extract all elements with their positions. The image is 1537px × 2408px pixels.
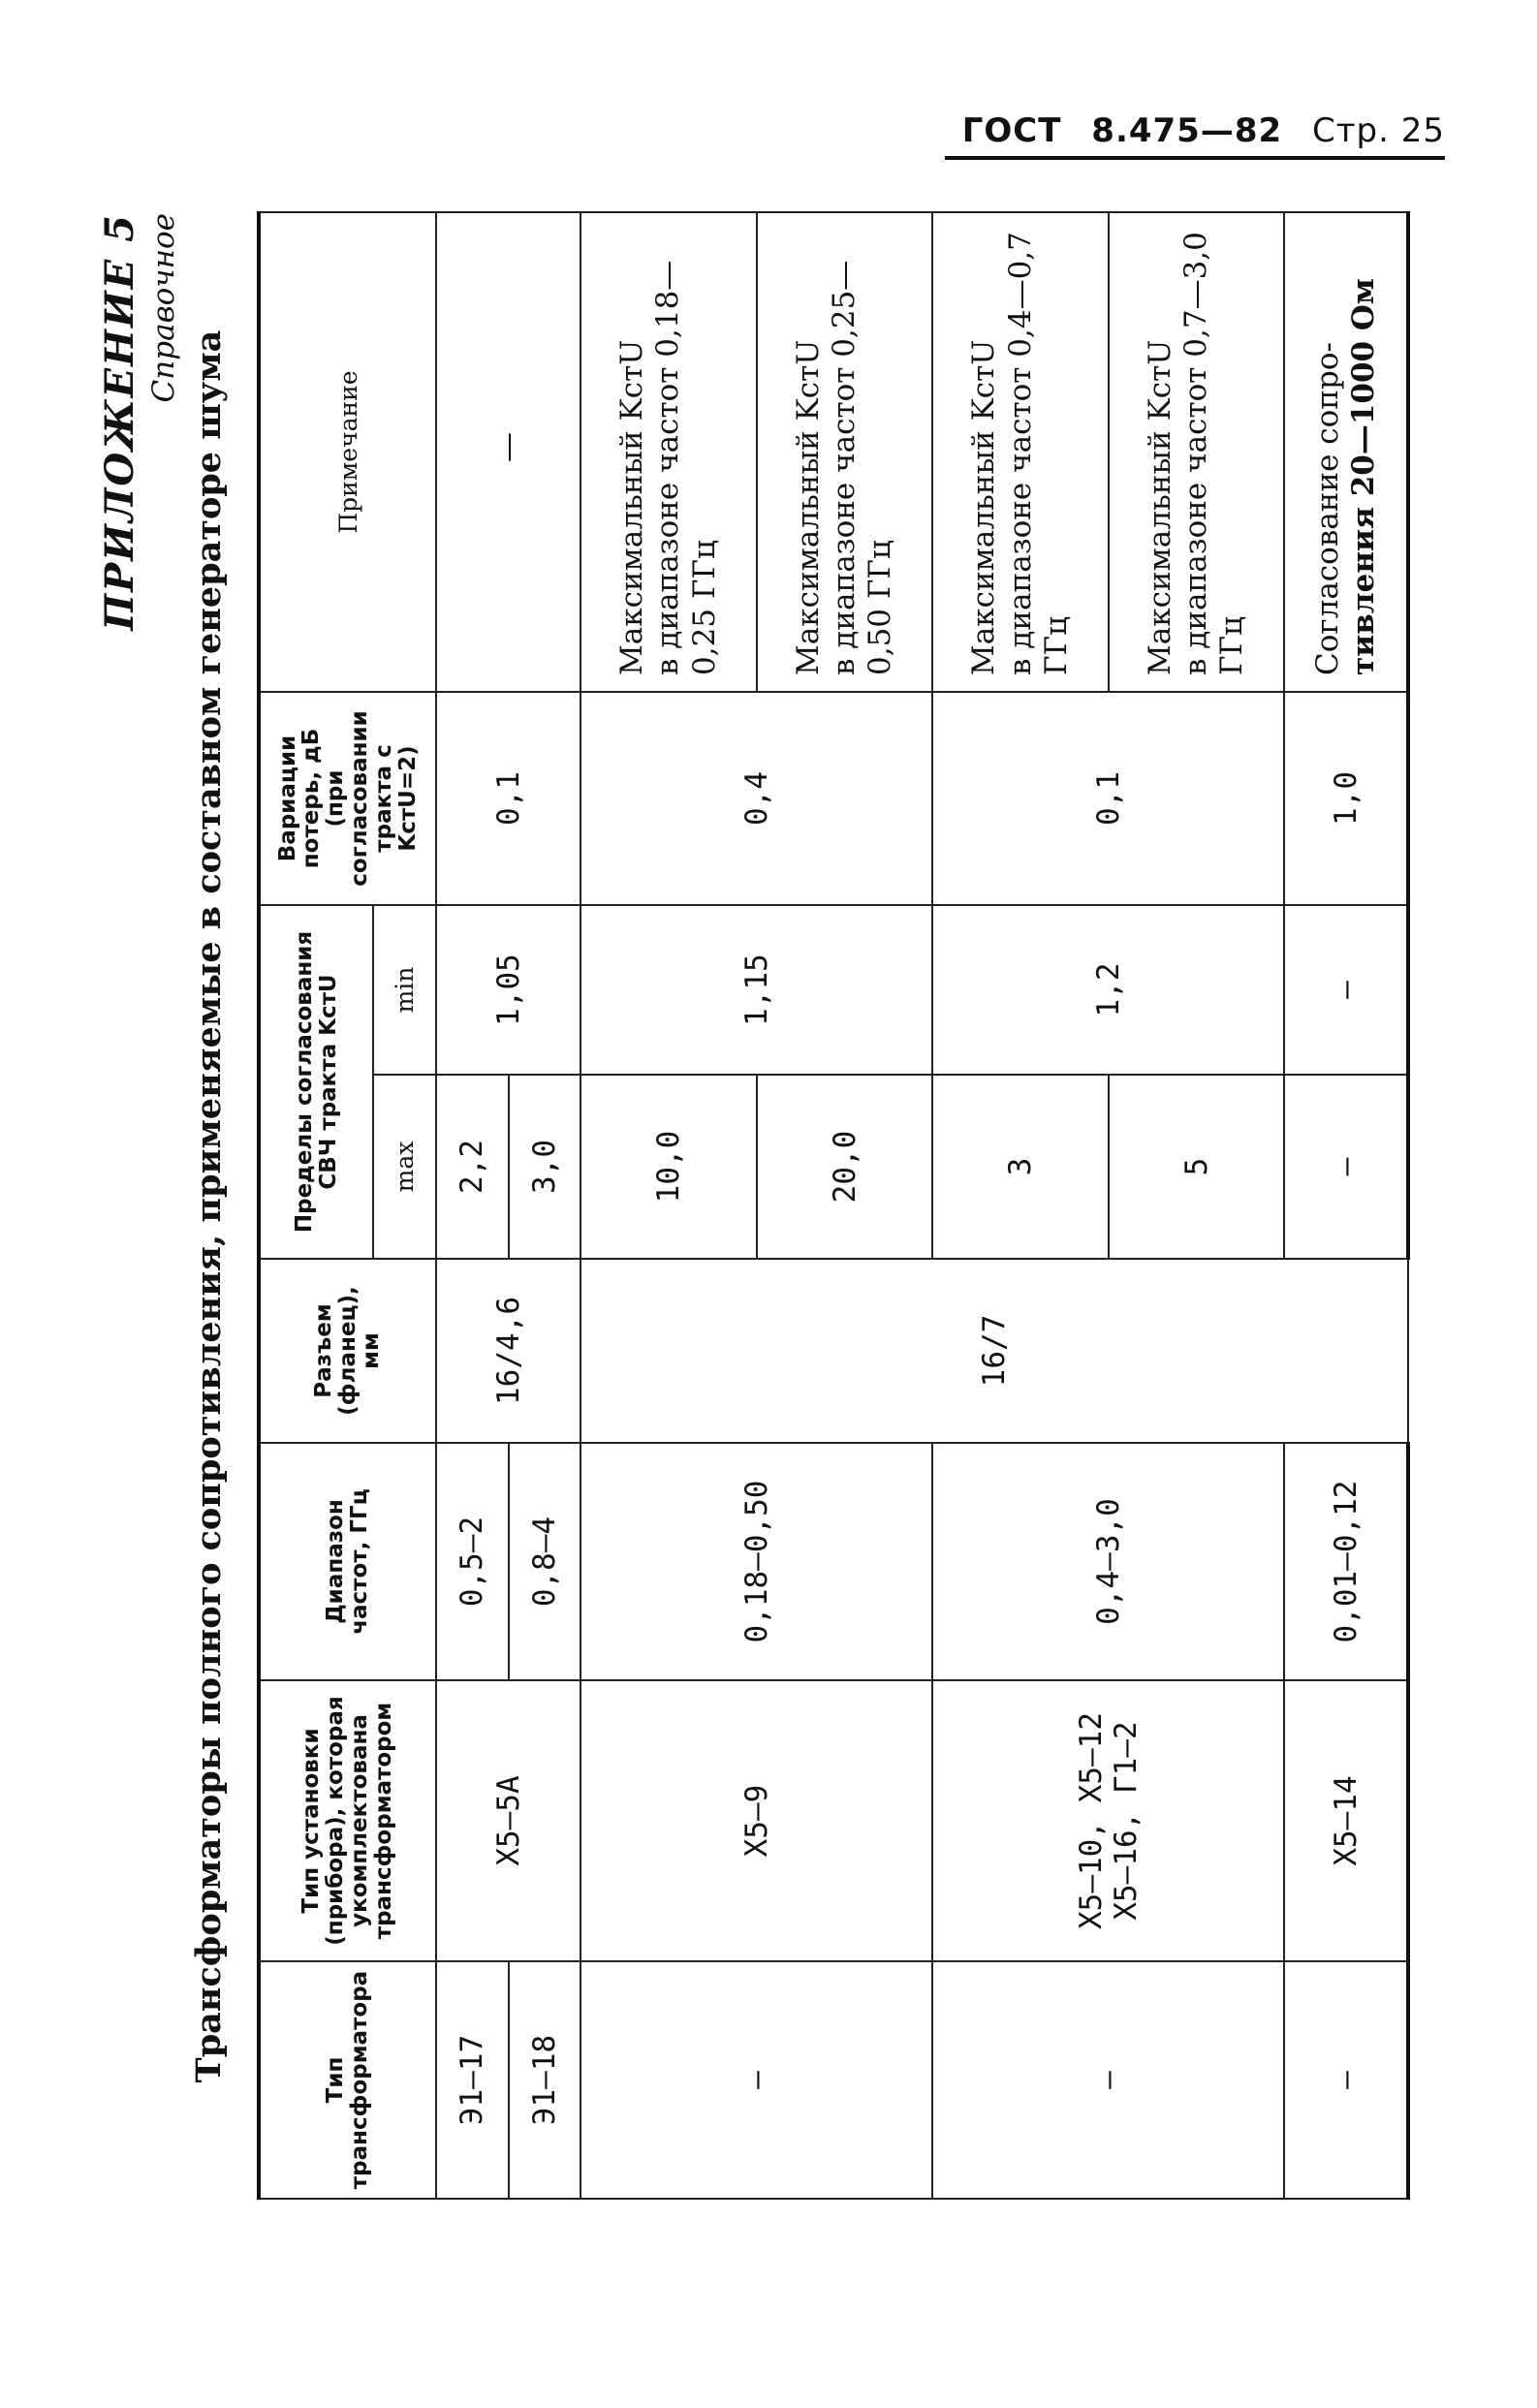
note-title: Максимальный KстU bbox=[1142, 339, 1177, 675]
col-header-range: Диапазон частот, ГГц bbox=[259, 1443, 436, 1680]
cell-note bbox=[757, 212, 933, 692]
col-header-variation: Вариации потерь, дБ (при согласовании тракта с KстU=2) bbox=[259, 692, 436, 905]
cell-variation: 0,4 bbox=[580, 692, 932, 905]
cell-range: 0,4—3,0 bbox=[932, 1443, 1284, 1680]
page-number: Стр. 25 bbox=[1311, 111, 1445, 150]
cell-max: 3 bbox=[932, 1075, 1109, 1259]
cell-max: 10,0 bbox=[580, 1075, 757, 1259]
cell-max: 20,0 bbox=[757, 1075, 933, 1259]
note-title: Максимальный KстU bbox=[614, 339, 650, 675]
cell-installation: Х5—10, Х5—12 Х5—16, Г1—2 bbox=[932, 1680, 1284, 1961]
table-row bbox=[1284, 212, 1408, 2199]
cell-min: 1,2 bbox=[932, 905, 1284, 1075]
cell-max: 2,2 bbox=[436, 1075, 509, 1259]
note-text: тивления 20—1000 Ом bbox=[1345, 278, 1381, 675]
cell-installation: Х5—9 bbox=[580, 1680, 932, 1961]
col-header-connector: Разъем (фланец), мм bbox=[259, 1259, 436, 1443]
standard-label: ГОСТ bbox=[961, 111, 1062, 150]
table-row bbox=[436, 212, 509, 2199]
table-caption: Трансформаторы полного сопротивления, применяемые в составном генераторе шума bbox=[189, 329, 229, 2083]
standard-number: 8.475—82 bbox=[1091, 111, 1283, 150]
cell-min: 1,05 bbox=[436, 905, 580, 1075]
cell-variation: 0,1 bbox=[436, 692, 580, 905]
note-text: в диапазоне частот 0,18—0,25 ГГц bbox=[650, 260, 722, 675]
col-header-installation: Тип установки (прибора), которая укомплектована трансформатором bbox=[259, 1680, 436, 1961]
page-header bbox=[945, 111, 1445, 150]
note-title: Согласование сопро- bbox=[1309, 342, 1345, 675]
cell-note bbox=[1284, 212, 1408, 692]
note-text: в диапазоне частот 0,7—3,0 ГГц bbox=[1178, 232, 1250, 675]
appendix-title: ПРИЛОЖЕНИЕ 5 bbox=[97, 213, 142, 631]
cell-range: 0,5—2 bbox=[436, 1443, 509, 1680]
cell-type: — bbox=[580, 1961, 932, 2199]
cell-connector-shared: 16/7 bbox=[580, 1259, 1408, 1443]
transformers-table bbox=[257, 211, 1410, 2200]
cell-variation: 0,1 bbox=[932, 692, 1284, 905]
table-row bbox=[580, 212, 757, 2199]
cell-range: 0,8—4 bbox=[509, 1443, 581, 1680]
col-header-note: Примечание bbox=[259, 212, 436, 692]
cell-connector: 16/4,6 bbox=[436, 1259, 580, 1443]
cell-note bbox=[932, 212, 1109, 692]
col-header-limits: Пределы согласования СВЧ тракта KстU bbox=[259, 905, 373, 1259]
cell-note: — bbox=[436, 212, 580, 692]
cell-installation: Х5—5А bbox=[436, 1680, 580, 1961]
cell-range: 0,18—0,50 bbox=[580, 1443, 932, 1680]
note-title: Максимальный KстU bbox=[790, 339, 826, 675]
cell-range: 0,01—0,12 bbox=[1284, 1443, 1408, 1680]
cell-variation: 1,0 bbox=[1284, 692, 1408, 905]
table-row bbox=[932, 212, 1109, 2199]
note-text: в диапазоне частот 0,25—0,50 ГГц bbox=[827, 260, 898, 675]
cell-type: Э1—18 bbox=[509, 1961, 581, 2199]
cell-max: 3,0 bbox=[509, 1075, 581, 1259]
appendix-subtitle: Справочное bbox=[146, 213, 181, 403]
cell-max: — bbox=[1284, 1075, 1408, 1259]
cell-max: 5 bbox=[1109, 1075, 1285, 1259]
cell-type: Э1—17 bbox=[436, 1961, 509, 2199]
cell-min: 1,15 bbox=[580, 905, 932, 1075]
appendix-heading bbox=[97, 213, 181, 631]
rotated-content bbox=[97, 213, 1454, 2200]
cell-installation: Х5—14 bbox=[1284, 1680, 1408, 1961]
note-text: в диапазоне частот 0,4—0,7 ГГц bbox=[1002, 232, 1074, 675]
cell-type: — bbox=[932, 1961, 1284, 2199]
col-header-max: max bbox=[373, 1075, 436, 1259]
cell-note bbox=[580, 212, 757, 692]
cell-note bbox=[1109, 212, 1285, 692]
col-header-min: min bbox=[373, 905, 436, 1075]
col-header-type: Тип трансформатора bbox=[259, 1961, 436, 2199]
cell-min: — bbox=[1284, 905, 1408, 1075]
note-title: Максимальный KстU bbox=[966, 339, 1002, 675]
cell-type: — bbox=[1284, 1961, 1408, 2199]
